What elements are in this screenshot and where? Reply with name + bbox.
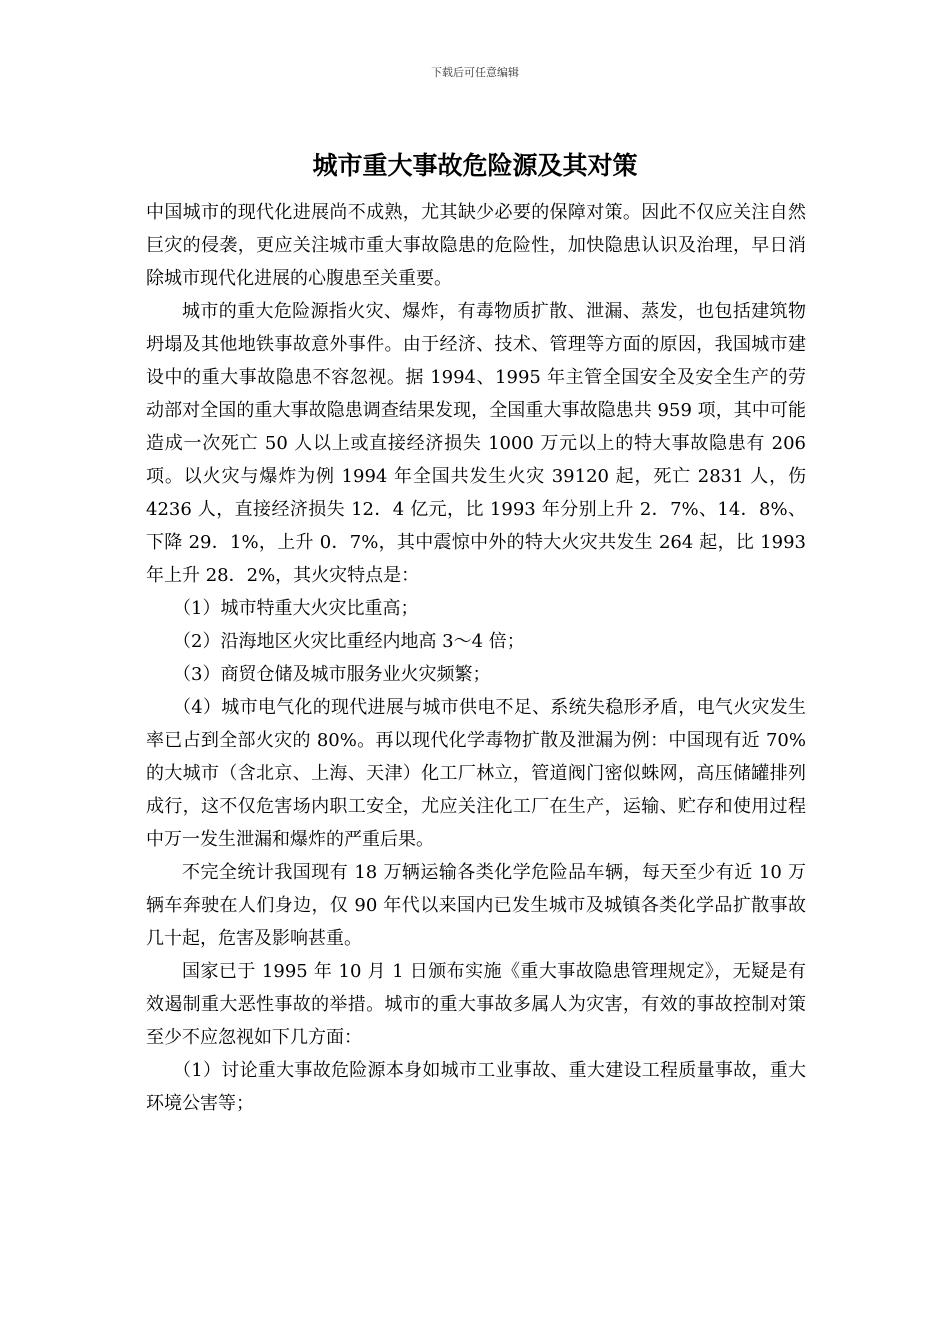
list-item-fire-4: （4）城市电气化的现代进展与城市供电不足、系统失稳形矛盾，电气火灾发生率已占到全部火灾的 80%。再以现代化学毒物扩散及泄漏为例：中国现有近 70%的大城市（含北京、上海、天津）化工厂林立，管道阀门密似蛛网，高压储罐排列成行，这不仅危害场内职工安全，尤应关注化工厂在生产，运输、贮存和使用过程中万一发生泄漏和爆炸的严重后果。 [146,697,806,850]
list-item-fire-3: （3）商贸仓储及城市服务业火灾频繁； [173,664,491,685]
list-item-fire-2: （2）沿海地区火灾比重经内地高 3～4 倍； [173,631,525,652]
list-item-countermeasure-1: （1）讨论重大事故危险源本身如城市工业事故、重大建设工程质量事故，重大环境公害等； [146,1060,806,1114]
paragraph-hazard-sources: 城市的重大危险源指火灾、爆炸，有毒物质扩散、泄漏、蒸发，也包括建筑物坍塌及其他地铁事故意外事件。由于经济、技术、管理等方面的原因，我国城市建设中的重大事故隐患不容忽视。据 1994、1995 年主管全国安全及安全生产的劳动部对全国的重大事故隐患调查结果发现，全国重大事故隐患共 959 项，其中可能造成一次死亡 50 人以上或直接经济损失 1000 万元以上的特大事故隐患有 206 项。以火灾与爆炸为例 1994 年全国共发生火灾 39120 起，死亡 2831 人，伤 4236 人，直接经济损失 12．4 亿元，比 1993 年分别上升 2．7%、14．8%、下降 29．1%，上升 0．7%，其中震惊中外的特大火灾共发生 264 起，比 1993 年上升 28．2%，其火灾特点是： [146,301,806,586]
document-title: 城市重大事故危险源及其对策 [312,151,638,180]
paragraph-intro: 中国城市的现代化进展尚不成熟，尤其缺少必要的保障对策。因此不仅应关注自然巨灾的侵袭，更应关注城市重大事故隐患的危险性，加快隐患认识及治理，早日消除城市现代化进展的心腹患至关重要。 [146,202,806,289]
paragraph-regulation: 国家已于 1995 年 10 月 1 日颁布实施《重大事故隐患管理规定》，无疑是有效遏制重大恶性事故的举措。城市的重大事故多属人为灾害，有效的事故控制对策至少不应忽视如下几方面： [146,961,806,1048]
document-body [146,196,806,1120]
header-note: 下载后可任意编辑 [431,66,519,79]
paragraph-hazmat-vehicles: 不完全统计我国现有 18 万辆运输各类化学危险品车辆，每天至少有近 10 万辆车奔驶在人们身边，仅 90 年代以来国内已发生城市及城镇各类化学品扩散事故几十起，危害及影响甚重。 [146,862,806,949]
list-item-fire-1: （1）城市特重大火灾比重高； [173,598,419,619]
